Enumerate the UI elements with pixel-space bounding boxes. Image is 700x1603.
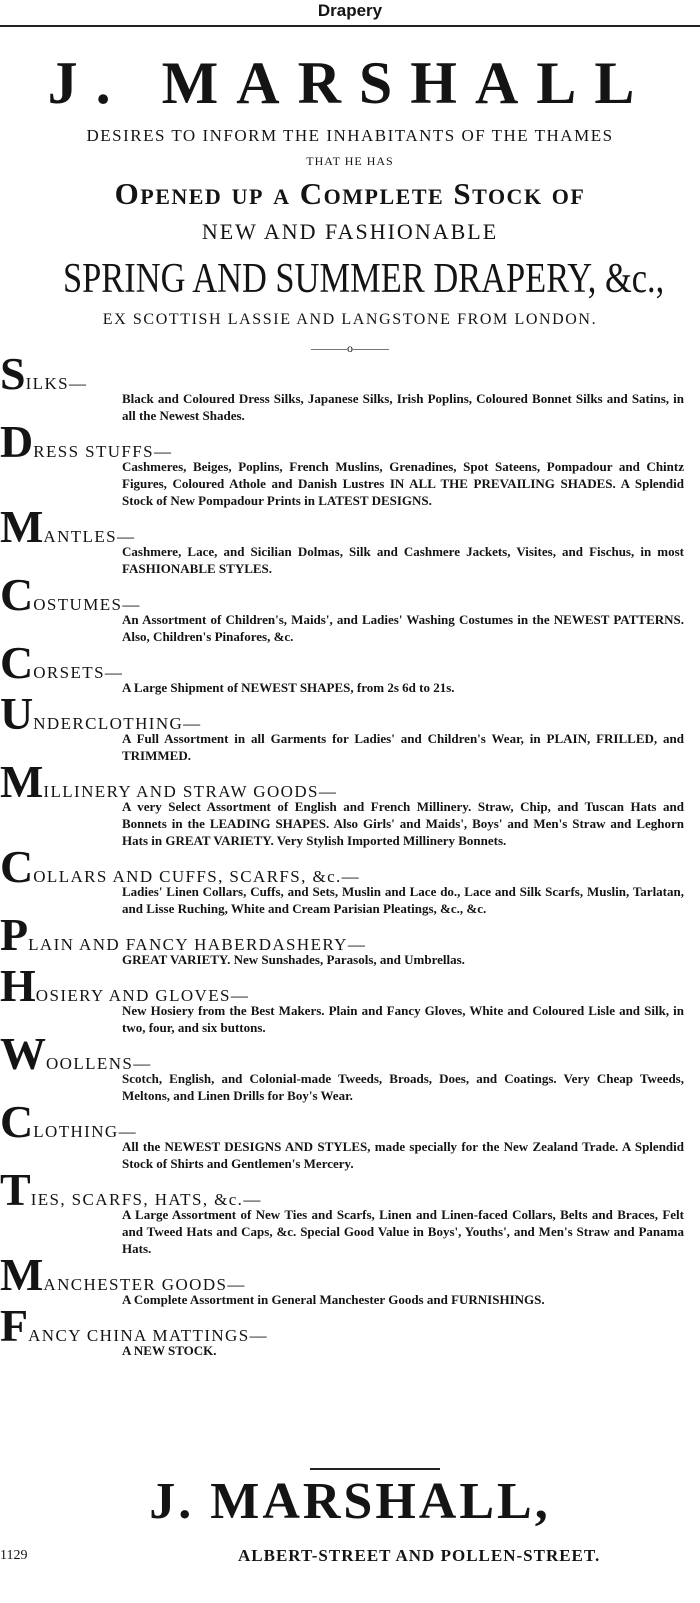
section-body: An Assortment of Children's, Maids', and Ladies' Washing Costumes in the NEWEST PATTERNS. Also, Children's Pinafores, &c. [122,612,684,644]
main-heading: SPRING AND SUMMER DRAPERY, &c., [63,256,665,302]
ships-line: EX SCOTTISH LASSIE AND LANGSTONE FROM LONDON. [102,311,598,328]
intro-line-1: DESIRES TO INFORM THE INHABITANTS OF THE THAMES [86,126,614,145]
section-title-rest: ORSETS— [33,663,124,682]
section-body: Scotch, English, and Colonial-made Tweeds, Broads, Does, and Coatings. Very Cheap Tweeds, Meltons, and Linen Drills for Boy's Wear. [122,1071,684,1103]
subheadline: NEW AND FASHIONABLE [201,219,499,244]
section-title-rest: ILLINERY AND STRAW GOODS— [43,782,338,801]
section-title-rest: ANTLES— [43,527,136,546]
section-ties [0,1164,700,1257]
section-body: A Large Assortment of New Ties and Scarfs, Linen and Linen-faced Collars, Belts and Braces, Felt and Tweed Hats and Caps, &c. Special Good Value in Boys', Youths', and Men's Straw and Panama Hats. [122,1207,684,1256]
section-woollens [0,1028,700,1104]
section-title-rest: LAIN AND FANCY HABERDASHERY— [28,935,367,954]
section-clothing [0,1096,700,1172]
section-dress-stuffs [0,416,700,509]
section-title-rest: IES, SCARFS, HATS, &c.— [30,1190,262,1209]
section-initial: D [0,416,34,467]
section-costumes [0,569,700,645]
section-body: All the NEWEST DESIGNS AND STYLES, made specially for the New Zealand Trade. A Splendid Stock of Shirts and Gentlemen's Mercery. [122,1139,684,1171]
section-china-mattings [0,1300,700,1359]
divider: ———o——— [311,341,389,355]
section-initial: C [0,841,34,892]
section-initial: M [0,1249,44,1300]
section-hosiery [0,960,700,1036]
section-initial: F [0,1300,29,1351]
section-body: Ladies' Linen Collars, Cuffs, and Sets, Muslin and Lace do., Lace and Silk Scarfs, Muslin, Tarlatan, and Lisse Ruching, White and Cream Parisian Pleatings, &c., &c. [122,884,684,916]
section-initial: C [0,637,34,688]
section-title-rest: OSIERY AND GLOVES— [35,986,250,1005]
section-initial: C [0,1096,34,1147]
intro-line-2: THAT HE HAS [306,154,394,168]
footer-address: ALBERT-STREET AND POLLEN-STREET. [238,1546,601,1565]
section-initial: U [0,688,34,739]
category-heading: Drapery [317,1,383,20]
section-initial: M [0,756,44,807]
section-body: A NEW STOCK. [122,1343,217,1358]
top-rule [0,25,700,27]
section-title-rest: OLLARS AND CUFFS, SCARFS, &c.— [33,867,361,886]
section-corsets [0,637,700,696]
section-body: Cashmeres, Beiges, Poplins, French Muslins, Grenadines, Spot Sateens, Pompadour and Chintz Figures, Coloured Athole and Danish Lustres IN ALL THE PREVAILING SHADES. A Splendid Stock of New Pompadour Prints in LATEST DESIGNS. [122,459,684,508]
advertiser-name: J. MARSHALL [47,50,653,116]
section-initial: M [0,501,44,552]
section-body: A Full Assortment in all Garments for Ladies' and Children's Wear, in PLAIN, FRILLED, and TRIMMED. [122,731,684,763]
section-body: Cashmere, Lace, and Sicilian Dolmas, Silk and Cashmere Jackets, Visites, and Fischus, in most FASHIONABLE STYLES. [122,544,684,576]
section-title-rest: ILKS— [25,374,88,393]
section-title-rest: ANCY CHINA MATTINGS— [28,1326,268,1345]
section-initial: C [0,569,34,620]
sections-list [0,348,700,1363]
section-manchester [0,1249,700,1308]
section-body: New Hosiery from the Best Makers. Plain and Fancy Gloves, White and Coloured Lisle and Silk, in two, four, and six buttons. [122,1003,684,1035]
section-title-rest: OOLLENS— [46,1054,152,1073]
section-initial: S [0,348,26,399]
section-collars [0,841,700,917]
section-title-rest: LOTHING— [33,1122,137,1141]
section-body: A Complete Assortment in General Manchester Goods and FURNISHINGS. [122,1292,545,1307]
section-initial: T [0,1164,31,1215]
section-title-rest: RESS STUFFS— [33,442,173,461]
section-body: GREAT VARIETY. New Sunshades, Parasols, and Umbrellas. [122,952,465,967]
advert-number: 1129 [0,1548,28,1563]
section-title-rest: NDERCLOTHING— [33,714,202,733]
section-title-rest: OSTUMES— [33,595,141,614]
section-millinery [0,756,700,849]
section-initial: W [0,1028,46,1079]
section-haberdashery [0,909,700,968]
section-initial: P [0,909,29,960]
section-silks [0,348,700,424]
section-title-rest: ANCHESTER GOODS— [43,1275,246,1294]
section-initial: H [0,960,36,1011]
section-body: A very Select Assortment of English and French Millinery. Straw, Chip, and Tuscan Hats and Bonnets in the LEADING SHAPES. Also Girls' and Maids', Boys' and Men's Straw and Leghorn Hats in GREAT VARIETY. Very Stylish Imported Millinery Bonnets. [122,799,684,848]
section-underclothing [0,688,700,764]
footer-advertiser-name: J. MARSHALL, [149,1473,551,1530]
headline: Opened up a Complete Stock of [114,176,586,211]
section-mantles [0,501,700,577]
section-body: A Large Shipment of NEWEST SHAPES, from 2s 6d to 21s. [122,680,455,695]
section-body: Black and Coloured Dress Silks, Japanese Silks, Irish Poplins, Coloured Bonnet Silks and Satins, in all the Newest Shades. [122,391,684,423]
